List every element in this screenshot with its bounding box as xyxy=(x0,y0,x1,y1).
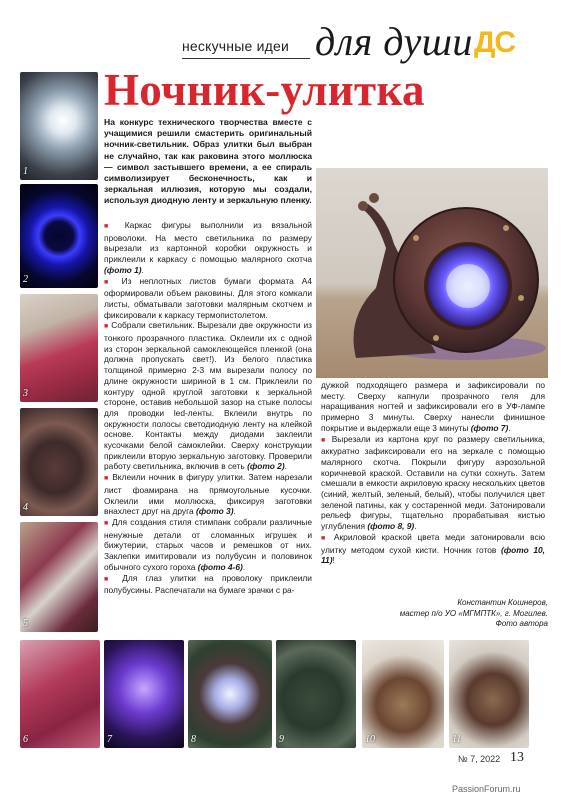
step-paragraph xyxy=(104,276,312,321)
photo-credit: Фото автора xyxy=(495,619,548,628)
author-name: Константин Кошнеров, xyxy=(457,598,548,607)
author-signature xyxy=(330,598,548,630)
step-paragraph xyxy=(321,532,545,566)
photo-number: 3 xyxy=(23,388,28,399)
photo-1 xyxy=(20,72,98,180)
photo-number: 5 xyxy=(23,618,28,629)
photo-9 xyxy=(276,640,356,748)
step-paragraph: ■ Вырезали из картона круг по размеру светильника, аккуратно зафиксировали его на зеркале с помощью малярного скотча. Покрыли фигуру аэрозольной коричневой краской. Оставили на сутки сохнуть. Затем смешали в емкости акриловую краску нескольких цветов (синий, желтый, зеленый, белый), чтобы получился цвет зеленой патины, как у состаренной меди. Затонировали рельеф фигуры, тщательно прорабатывая кистью углубления (фото 8, 9). xyxy=(321,434,545,532)
step-paragraph: ■ Вклеили ночник в фигуру улитки. Затем нарезали лист фоамирана на прямоугольные кусочки. Оклеили ими моллюска, фиксируя заготовки внахлест друг на друга (фото 3). xyxy=(104,472,312,517)
photo-ref: (фото 3) xyxy=(195,506,234,517)
photo-2 xyxy=(20,184,98,288)
photo-4 xyxy=(20,408,98,516)
photo-ref: (фото 10, 11) xyxy=(321,544,545,566)
photo-11 xyxy=(449,640,529,748)
step-paragraph: дужкой подходящего размера и зафиксировали по месту. Сверху капнули прозрачного геля для наращивания ногтей и зафиксировали его в УФ-лампе примерно 3 минуты. Сверху нанесли финишное покрытие и выдержали еще 3 минуты (фото 7). xyxy=(321,380,545,433)
step-paragraph: ■ Собрали светильник. Вырезали две окружности из тонкого прозрачного пластика. Оклеили их с одной из сторон зеркальной самоклеющейся пленкой (она должна пропускать свет!). Из белого пластика толщиной примерно 2-3 мм вырезали полосу по длине окружности шириной в 1 см. Приклеили по контуру одной круглой заготовки к зеркальной стороне, оставив небольшой зазор на стыке полосы для проводки led-ленты. Вклеили внутрь по окружности полосы светодиодную ленту на клейкой основе. Контакты между диодами заклеили кусочками белой самоклейки. Сверху конструкции приклеили вторую зеркальную заготовку. Проверили работу светильника, включив в сеть (фото 2). xyxy=(104,320,312,472)
magazine-logo: ДС xyxy=(474,26,516,59)
photo-ref: (фото 1) xyxy=(104,264,142,275)
step-paragraph: ■ Для создания стиля стимпанк собрали различные ненужные детали от сломанных игрушек и бижутерии, старых часов и ремешков от них. Заклепки имитировали из полубусин и половинок обычного сухого гороха (фото 4-6). xyxy=(104,517,312,573)
step-text: Каркас фигуры выполнили из вязальной проволоки. На место светильника по размеру вырезали из картонной коробки окружность и приклеили к каркасу с помощью малярного скотча xyxy=(104,220,312,265)
photo-7 xyxy=(104,640,184,748)
page-number: 13 xyxy=(510,750,524,765)
author-position: мастер п/о УО «МГМПТК», г. Могилев. xyxy=(399,608,548,618)
step-paragraph xyxy=(104,573,312,596)
step-text-end: ! xyxy=(332,555,335,566)
photo-ref: (фото 2) xyxy=(247,461,285,472)
main-photo-snail-lamp xyxy=(316,168,548,378)
step-text: Вырезали из картона круг по размеру светильника, аккуратно зафиксировали его на зеркале с помощью малярного скотча. Покрыли фигуру аэрозольной коричневой краской. Оставили на сутки сохнуть. Затем смешали в емкости акриловую краску нескольких цветов (синий, желтый, зеленый, белый), чтобы получился цвет зеленой патины, как у состаренной меди. Затонировали рельеф фигуры, тщательно прорабатывая кистью углубления xyxy=(321,433,545,532)
photo-number: 4 xyxy=(23,502,28,513)
photo-8 xyxy=(188,640,272,748)
step-text: Вклеили ночник в фигуру улитки. Затем нарезали лист фоамирана на прямоугольные кусочки. Оклеили ими моллюска, фиксируя заготовки внахлест друг на друга xyxy=(104,472,312,517)
step-text: Из неплотных листов бумаги формата А4 оформировали объем раковины. Для этого комкали листы, обматывали заготовки малярным скотчем и фиксировали к каркасу термопистолетом. xyxy=(104,275,312,320)
photo-number: 10 xyxy=(365,734,375,745)
photo-10 xyxy=(362,640,444,748)
photo-6 xyxy=(20,640,100,748)
article-title: Ночник-улитка xyxy=(104,65,425,115)
step-text: Для глаз улитки на проволоку приклеили полубусины. Распечатали на бумаге зрачки с ра- xyxy=(104,572,312,596)
rubric-rule xyxy=(182,58,310,59)
section-title: для души xyxy=(315,19,473,64)
photo-number: 7 xyxy=(107,734,112,745)
step-text: Собрали светильник. Вырезали две окружности из тонкого прозрачного пластика. Оклеили их с одной из сторон зеркальной самоклеющейся пленкой (она должна пропускать свет!). Из белого пластика толщиной примерно 2-3 мм вырезали полосу по длине окружности шириной в 1 см. Приклеили по контуру одной круглой заготовки к зеркальной стороне, оставив небольшой зазор на стыке полосы для проводки led-ленты. Вклеили внутрь по окружности полосы светодиодную ленту на клейкой основе. Контакты между диодами заклеили кусочками белой самоклейки. Сверху конструкции приклеили вторую зеркальную заготовку. Проверили работу светильника, включив в сеть xyxy=(104,320,312,472)
photo-number: 8 xyxy=(191,734,196,745)
watermark: PassionForum.ru xyxy=(452,784,521,794)
issue-number: № 7, 2022 xyxy=(458,754,501,764)
photo-number: 2 xyxy=(23,274,28,285)
step-text: Акриловой краской цвета меди затонировали всю улитку методом сухой кисти. Ночник готов xyxy=(321,531,545,555)
photo-ref: (фото 4-6) xyxy=(197,561,243,572)
photo-3 xyxy=(20,294,98,402)
text-column-1 xyxy=(104,220,312,596)
photo-number: 9 xyxy=(279,734,284,745)
rubric-label: нескучные идеи xyxy=(182,38,289,54)
photo-number: 11 xyxy=(452,734,462,745)
text-column-2 xyxy=(321,380,545,566)
step-text: Для создания стиля стимпанк собрали различные ненужные детали от сломанных игрушек и бижутерии, старых часов и ремешков от них. Заклепки имитировали из полубусин и половинок обычного сухого гороха xyxy=(104,516,312,572)
photo-ref: (фото 8, 9) xyxy=(367,521,415,532)
photo-ref: (фото 7) xyxy=(470,422,509,433)
photo-number: 6 xyxy=(23,734,28,745)
photo-number: 1 xyxy=(23,166,28,177)
photo-5 xyxy=(20,522,98,632)
step-paragraph: ■ Каркас фигуры выполнили из вязальной проволоки. На место светильника по размеру вырезали из картонной коробки окружность и приклеили к каркасу с помощью малярного скотча (фото 1). xyxy=(104,220,312,276)
intro-paragraph: На конкурс технического творчества вместе с учащимися решили смастерить оригинальный ночник-светильник. Образ улитки был выбран не случайно, так как раковина этого моллюска — символ застывшего времени, а ее спираль символизирует бесконечность, как и зеркальная иллюзия, которую мы создали, используя диодную ленту и зеркальную пленку. xyxy=(104,117,312,206)
step-text: дужкой подходящего размера и зафиксировали по месту. Сверху капнули прозрачного геля для наращивания ногтей и зафиксировали его в УФ-лампе примерно 3 минуты. Сверху нанесли финишное покрытие и выдержали еще 3 минуты xyxy=(321,380,545,433)
